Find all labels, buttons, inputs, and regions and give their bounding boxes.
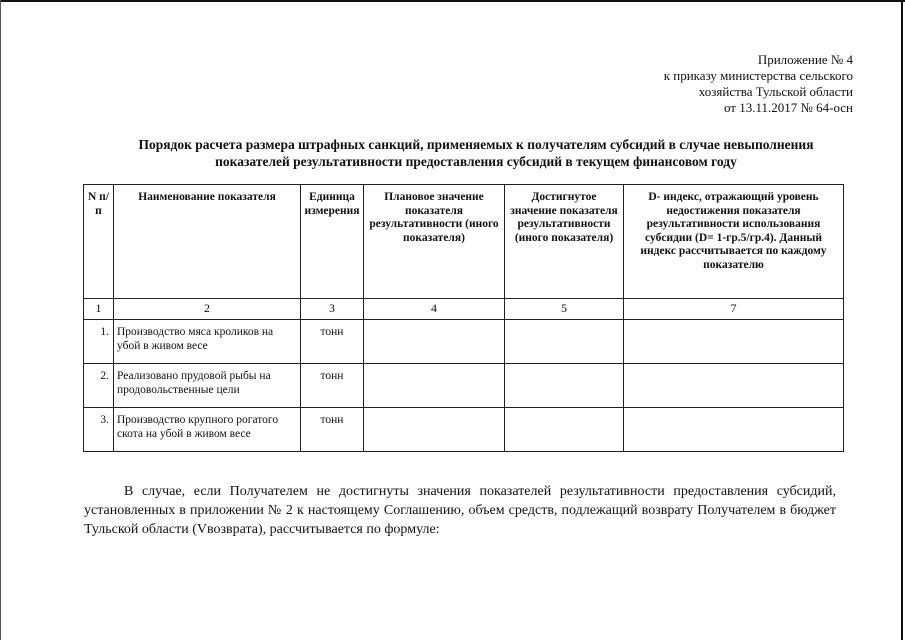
header-planned-value: Плановое значение показателя результативности (иного показателя) [364, 185, 505, 299]
row-planned-value [364, 364, 505, 408]
col-number: 4 [364, 299, 505, 320]
row-number: 3. [84, 408, 114, 452]
annex-line-2: к приказу министерства сельского [663, 68, 853, 83]
row-d-index [624, 364, 844, 408]
row-planned-value [364, 320, 505, 364]
col-number: 2 [114, 299, 301, 320]
penalty-table [83, 184, 844, 452]
table-row [84, 320, 844, 364]
row-indicator-name: Производство мяса кроликов на убой в живом весе [114, 320, 301, 364]
annex-line-1: Приложение № 4 [757, 52, 853, 67]
row-number: 1. [84, 320, 114, 364]
header-achieved-value: Достигнутое значение показателя результативности (иного показателя) [505, 185, 624, 299]
body-paragraph [84, 482, 836, 539]
row-unit: тонн [301, 320, 364, 364]
row-achieved-value [505, 320, 624, 364]
col-number: 7 [624, 299, 844, 320]
column-number-row [84, 299, 844, 320]
row-indicator-name: Реализовано прудовой рыбы на продовольственные цели [114, 364, 301, 408]
col-number: 3 [301, 299, 364, 320]
col-number: 1 [84, 299, 114, 320]
row-number: 2. [84, 364, 114, 408]
header-number: N п/п [84, 185, 114, 299]
paragraph-text: В случае, если Получателем не достигнуты значения показателей результативности предоставления субсидий, установленных в приложении № 2 к настоящему Соглашению, объем средств, подлежащий возврату Получателем в бюджет Тульской области (Vвозврата), рассчитывается по формуле: [84, 484, 836, 537]
table-row [84, 364, 844, 408]
annex-line-3: хозяйства Тульской области [698, 84, 853, 99]
table-row [84, 408, 844, 452]
row-d-index [624, 408, 844, 452]
page-border-left [0, 0, 1, 640]
page-border-top [0, 0, 905, 2]
header-indicator-name: Наименование показателя [114, 185, 301, 299]
row-achieved-value [505, 408, 624, 452]
header-d-index: D- индекс, отражающий уровень недостижения показателя результативности использования субсидии (D= 1-гр.5/гр.4). Данный индекс рассчитывается по каждому показателю [624, 185, 844, 299]
page-border-right [901, 0, 903, 640]
annex-header [664, 52, 853, 116]
title-line-1: Порядок расчета размера штрафных санкций, применяемых к получателям субсидий в случае невыполнения [138, 137, 814, 152]
row-unit: тонн [301, 364, 364, 408]
col-number: 5 [505, 299, 624, 320]
title-line-2: показателей результативности предоставления субсидий в текущем финансовом году [215, 154, 737, 169]
annex-line-4: от 13.11.2017 № 64-осн [723, 100, 853, 115]
document-title [96, 136, 856, 170]
header-unit: Единица измерения [301, 185, 364, 299]
row-unit: тонн [301, 408, 364, 452]
row-achieved-value [505, 364, 624, 408]
table-header-row [84, 185, 844, 299]
row-indicator-name: Производство крупного рогатого скота на убой в живом весе [114, 408, 301, 452]
row-d-index [624, 320, 844, 364]
row-planned-value [364, 408, 505, 452]
